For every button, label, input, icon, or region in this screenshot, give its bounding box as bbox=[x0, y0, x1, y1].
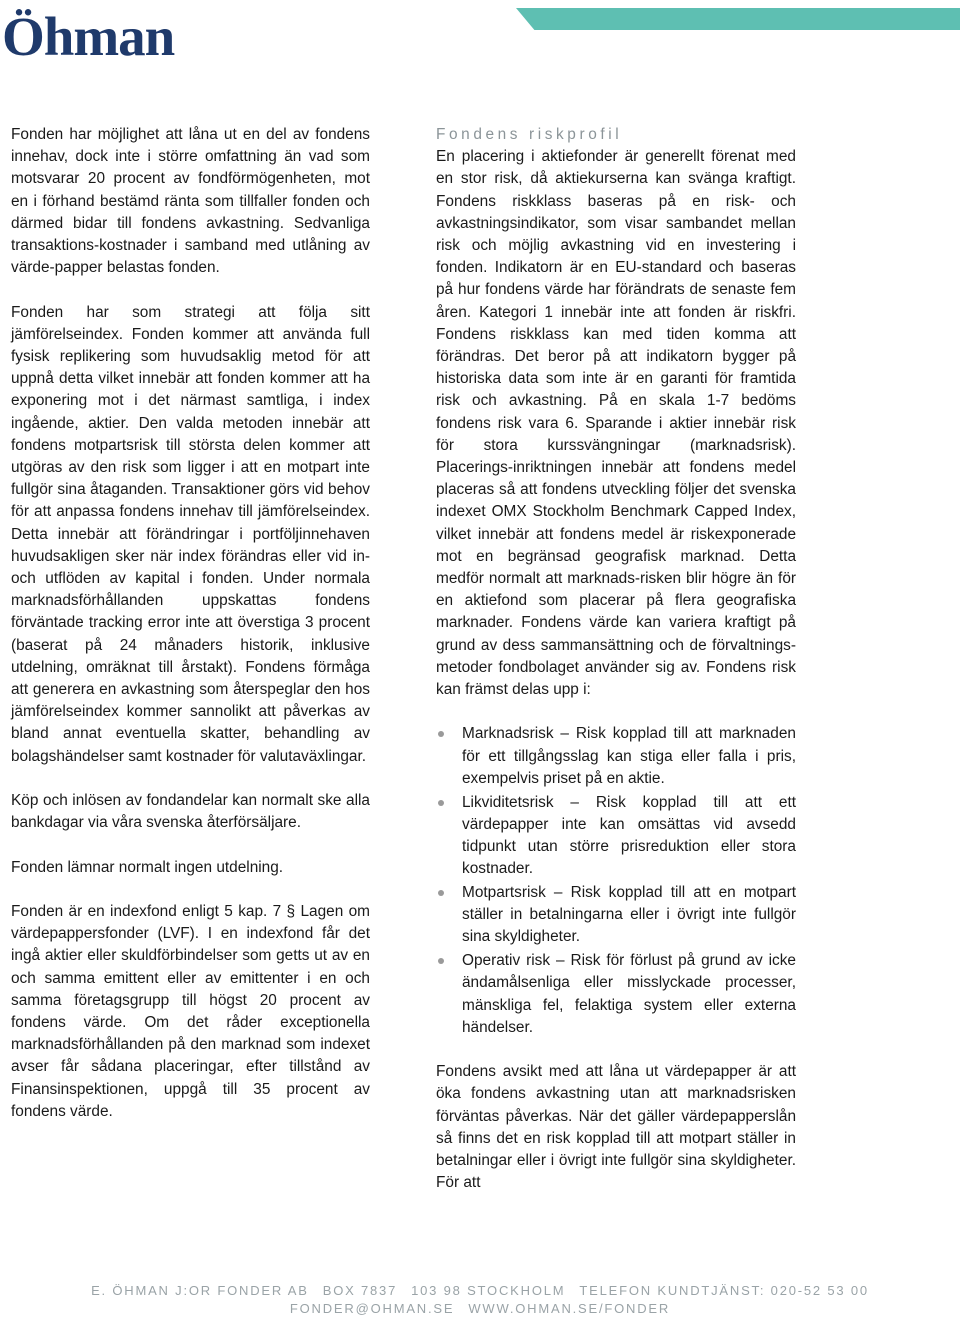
footer-box: BOX 7837 bbox=[322, 1283, 398, 1298]
paragraph-strategy: Fonden har som strategi att följa sitt jämförelseindex. Fonden kommer att använda full fysisk replikering som huvudsaklig metod för att uppnå detta vilket innebär att fonden kommer att ha exponering mot i det närmast samtliga, i index ingående, aktier. Den valda metoden innebär att fondens motpartsrisk till största delen kommer att utgöras av den risk som ligger i att en motpart inte fullgör sina åtaganden. Transaktioner görs vid behov för att anpassa fondens innehav till jämförelseindex. Detta innebär att förändringar i portföljinnehaven huvudsakligen sker när index förändras eller vid in- och utflöden av kapital i fonden. Under normala marknadsförhållanden uppskattas fondens förväntade tracking error inte att överstiga 3 procent (baserat på 24 månaders historik, inklusive utdelning, omräknat till årstakt). Fondens förmåga att generera en avkastning som återspeglar den hos jämförelseindex kommer sannolikt att påverkas av bland annat eventuella skatter, behandling av bolagshändelser samt kostnader för valutaväxlingar. bbox=[11, 303, 370, 765]
paragraph-indexfund: Fonden är en indexfond enligt 5 kap. 7 § Lagen om värdepappersfonder (LVF). I en indexfond får det ingå aktier eller skuldförbindelser som getts ut av en och samma emittent eller av emittenter i en och samma företagsgrupp till högst 20 procent av fondens värde. Om det råder exceptionella marknadsförhållanden på den marknad som indexet avser får sådana placeringar, efter tillstånd av Finansinspektionen, uppgå till 35 procent av fondens värde. bbox=[11, 903, 370, 1120]
risk-profile-heading: Fondens riskprofil bbox=[436, 126, 623, 143]
footer-city: 103 98 STOCKHOLM bbox=[411, 1283, 566, 1298]
list-item: Operativ risk – Risk för förlust på grund av icke ändamålsenliga eller misslyckade processer, mänskliga fel, felaktiga system eller externa händelser. bbox=[436, 950, 796, 1039]
paragraph-risk-intro: En placering i aktiefonder är generellt förenat med en stor risk, då aktiekurserna kan svänga kraftigt. Fondens riskklass baseras på en risk- och avkastningsindikator, som visar sambandet mellan risk och möjlig avkastning vid en investering i fonden. Indikatorn är en EU-standard och baseras på hur fondens värde har förändrats de senaste fem åren. Kategori 1 innebär inte att fonden är riskfri. Fondens riskklass kan med tiden komma att förändras. Det beror på att indikatorn bygger på historiska data som inte är en garanti för framtida risk och avkastning. På en skala 1-7 bedöms fondens risk vara 6. Sparande i aktier innebär risk för stora kurssvängningar (marknadsrisk). Placerings-inriktningen innebär att fondens medel placeras så att fondens utveckling följer det svenska indexet OMX Stockholm Benchmark Capped Index, vilket innebär att fondens medel är riskexponerade mot en begränsad geografisk marknad. Detta medför normalt att marknads-risken blir högre än för en aktiefond som placerar på flera geografiska marknader. Fondens värde kan variera kraftigt på grund av dess sammansättning och de förvaltnings-metoder fondbolaget använder sig av. Fondens risk kan främst delas upp i: bbox=[436, 148, 796, 699]
footer-email[interactable]: FONDER@OHMAN.SE bbox=[289, 1301, 455, 1316]
left-column bbox=[11, 124, 370, 1123]
ohman-logo: Öhman bbox=[2, 6, 175, 67]
footer-line-1 bbox=[0, 1282, 960, 1300]
paragraph-lending: Fonden har möjlighet att låna ut en del av fondens innehav, dock inte i större omfattning än vad som motsvarar 20 procent av fondförmögenheten, mot en i förhand bestämd ränta som tillfaller fonden och därmed bidar till fondens avkastning. Sedvanliga transaktions-kostnader i samband med utlåning av värde-papper belastas fonden. bbox=[11, 126, 370, 277]
list-item: Marknadsrisk – Risk kopplad till att marknaden för ett tillgångsslag kan stiga eller falla i pris, exempelvis priset på en aktie. bbox=[436, 723, 796, 790]
right-column bbox=[436, 124, 796, 1195]
header-banner bbox=[516, 8, 960, 30]
paragraph-securities-lending: Fondens avsikt med att låna ut värdepapper är att öka fondens avkastning utan att marknadsrisken förväntas påverkas. När det gäller värdepapperslån så finns det en risk kopplad till att motpart ställer in betalningar eller i övrigt inte fullgör sina skyldigheter. För att bbox=[436, 1063, 796, 1192]
footer-company: E. ÖHMAN J:OR FONDER AB bbox=[91, 1283, 309, 1298]
footer-website[interactable]: WWW.OHMAN.SE/FONDER bbox=[468, 1301, 671, 1316]
list-item: Likviditetsrisk – Risk kopplad till att ett värdepapper inte kan omsättas vid avsedd tidpunkt utan större prisreduktion eller stora kostnader. bbox=[436, 792, 796, 881]
paragraph-trading: Köp och inlösen av fondandelar kan normalt ske alla bankdagar via våra svenska återförsäljare. bbox=[11, 792, 370, 832]
footer-line-2 bbox=[0, 1300, 960, 1318]
risk-list bbox=[436, 723, 796, 1039]
footer-phone: TELEFON KUNDTJÄNST: 020-52 53 00 bbox=[579, 1283, 869, 1298]
page-footer bbox=[0, 1282, 960, 1318]
list-item: Motpartsrisk – Risk kopplad till att en motpart ställer in betalningarna eller i övrigt inte fullgör sina skyldigheter. bbox=[436, 882, 796, 949]
paragraph-dividend: Fonden lämnar normalt ingen utdelning. bbox=[11, 858, 284, 876]
